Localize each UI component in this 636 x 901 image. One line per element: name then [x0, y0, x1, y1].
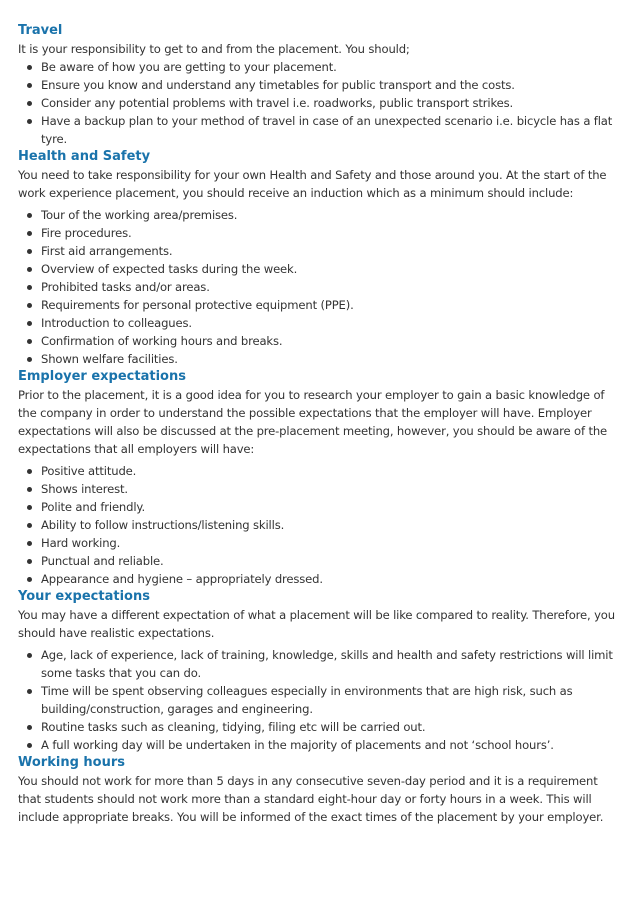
list-item — [18, 242, 622, 260]
list-item — [18, 224, 622, 242]
section-paragraph: You need to take responsibility for your own Health and Safety and those around you. At the start of the work experience placement, you should receive an induction which as a minimum should include: — [18, 168, 607, 200]
section-employer-expectations — [18, 368, 622, 588]
list-item — [18, 570, 622, 588]
bullet-icon — [27, 469, 32, 474]
section-travel — [18, 22, 622, 148]
bullet-icon — [27, 743, 32, 748]
bullet-icon — [27, 303, 32, 308]
list-item-text: Prohibited tasks and/or areas. — [41, 280, 210, 294]
list-item-text: A full working day will be undertaken in the majority of placements and not ‘school hours’. — [41, 738, 554, 752]
section-title: Your expectations — [18, 589, 150, 604]
list-item — [18, 682, 622, 718]
list-item — [18, 718, 622, 736]
bullet-icon — [27, 231, 32, 236]
list-item-text: Ability to follow instructions/listening skills. — [41, 518, 285, 532]
section-title: Health and Safety — [18, 149, 151, 164]
list-item — [18, 350, 622, 368]
list-item-text: Punctual and reliable. — [41, 554, 164, 568]
bullet-icon — [27, 505, 32, 510]
list-item — [18, 498, 622, 516]
bullet-icon — [27, 541, 32, 546]
bullet-icon — [27, 101, 32, 106]
section-title: Employer expectations — [18, 369, 186, 384]
list-item — [18, 278, 622, 296]
list-item-text: Shows interest. — [41, 482, 128, 496]
list-item — [18, 736, 622, 754]
section-health-and-safety — [18, 148, 622, 368]
bullet-list — [18, 58, 622, 148]
bullet-icon — [27, 689, 32, 694]
section-paragraph: Prior to the placement, it is a good idea for you to research your employer to gain a basic knowledge of the company in order to understand the possible expectations that the employer will have. Employer expectations will also be discussed at the pre-placement meeting, however, you should be aware of the expectations that all employers will have: — [18, 388, 608, 456]
bullet-icon — [27, 119, 32, 124]
section-title: Working hours — [18, 755, 125, 770]
list-item — [18, 76, 622, 94]
list-item-text: Hard working. — [41, 536, 121, 550]
list-item-text: Consider any potential problems with travel i.e. roadworks, public transport strikes. — [41, 96, 514, 110]
list-item-text: Positive attitude. — [41, 464, 137, 478]
bullet-list — [18, 646, 622, 754]
list-item-text: Time will be spent observing colleagues especially in environments that are high risk, such as building/construction, garages and engineering. — [41, 684, 573, 716]
section-paragraph: You should not work for more than 5 days in any consecutive seven-day period and it is a requirement that students should not work more than a standard eight-hour day or forty hours in a week. This will include appropriate breaks. You will be informed of the exact times of the placement by your employer. — [18, 774, 604, 824]
list-item-text: Tour of the working area/premises. — [41, 208, 238, 222]
list-item — [18, 480, 622, 498]
list-item-text: Requirements for personal protective equipment (PPE). — [41, 298, 354, 312]
list-item-text: Confirmation of working hours and breaks. — [41, 334, 283, 348]
section-working-hours — [18, 754, 622, 826]
list-item — [18, 332, 622, 350]
list-item — [18, 112, 622, 148]
list-item-text: Ensure you know and understand any timetables for public transport and the costs. — [41, 78, 515, 92]
bullet-icon — [27, 357, 32, 362]
list-item — [18, 552, 622, 570]
bullet-icon — [27, 285, 32, 290]
bullet-list — [18, 206, 622, 368]
list-item-text: Polite and friendly. — [41, 500, 145, 514]
bullet-icon — [27, 213, 32, 218]
bullet-icon — [27, 321, 32, 326]
list-item — [18, 206, 622, 224]
bullet-icon — [27, 487, 32, 492]
bullet-icon — [27, 65, 32, 70]
list-item-text: Fire procedures. — [41, 226, 132, 240]
bullet-icon — [27, 83, 32, 88]
bullet-icon — [27, 577, 32, 582]
list-item — [18, 314, 622, 332]
bullet-icon — [27, 267, 32, 272]
list-item-text: Overview of expected tasks during the week. — [41, 262, 298, 276]
list-item-text: Routine tasks such as cleaning, tidying, filing etc will be carried out. — [41, 720, 426, 734]
bullet-icon — [27, 523, 32, 528]
list-item-text: Shown welfare facilities. — [41, 352, 178, 366]
list-item-text: Age, lack of experience, lack of training, knowledge, skills and health and safety restrictions will limit some tasks that you can do. — [41, 648, 613, 680]
list-item — [18, 94, 622, 112]
list-item — [18, 646, 622, 682]
list-item — [18, 534, 622, 552]
section-your-expectations — [18, 588, 622, 754]
list-item — [18, 516, 622, 534]
list-item — [18, 296, 622, 314]
list-item — [18, 260, 622, 278]
list-item-text: First aid arrangements. — [41, 244, 173, 258]
bullet-icon — [27, 653, 32, 658]
list-item — [18, 58, 622, 76]
bullet-icon — [27, 725, 32, 730]
section-title: Travel — [18, 23, 63, 38]
list-item-text: Have a backup plan to your method of travel in case of an unexpected scenario i.e. bicycle has a flat tyre. — [41, 114, 613, 146]
bullet-icon — [27, 559, 32, 564]
bullet-icon — [27, 249, 32, 254]
section-paragraph: You may have a different expectation of what a placement will be like compared to reality. Therefore, you should have realistic expectations. — [18, 608, 615, 640]
section-paragraph: It is your responsibility to get to and from the placement. You should; — [18, 42, 410, 56]
bullet-icon — [27, 339, 32, 344]
list-item-text: Introduction to colleagues. — [41, 316, 192, 330]
list-item — [18, 462, 622, 480]
list-item-text: Be aware of how you are getting to your placement. — [41, 60, 337, 74]
list-item-text: Appearance and hygiene – appropriately dressed. — [41, 572, 323, 586]
bullet-list — [18, 462, 622, 588]
